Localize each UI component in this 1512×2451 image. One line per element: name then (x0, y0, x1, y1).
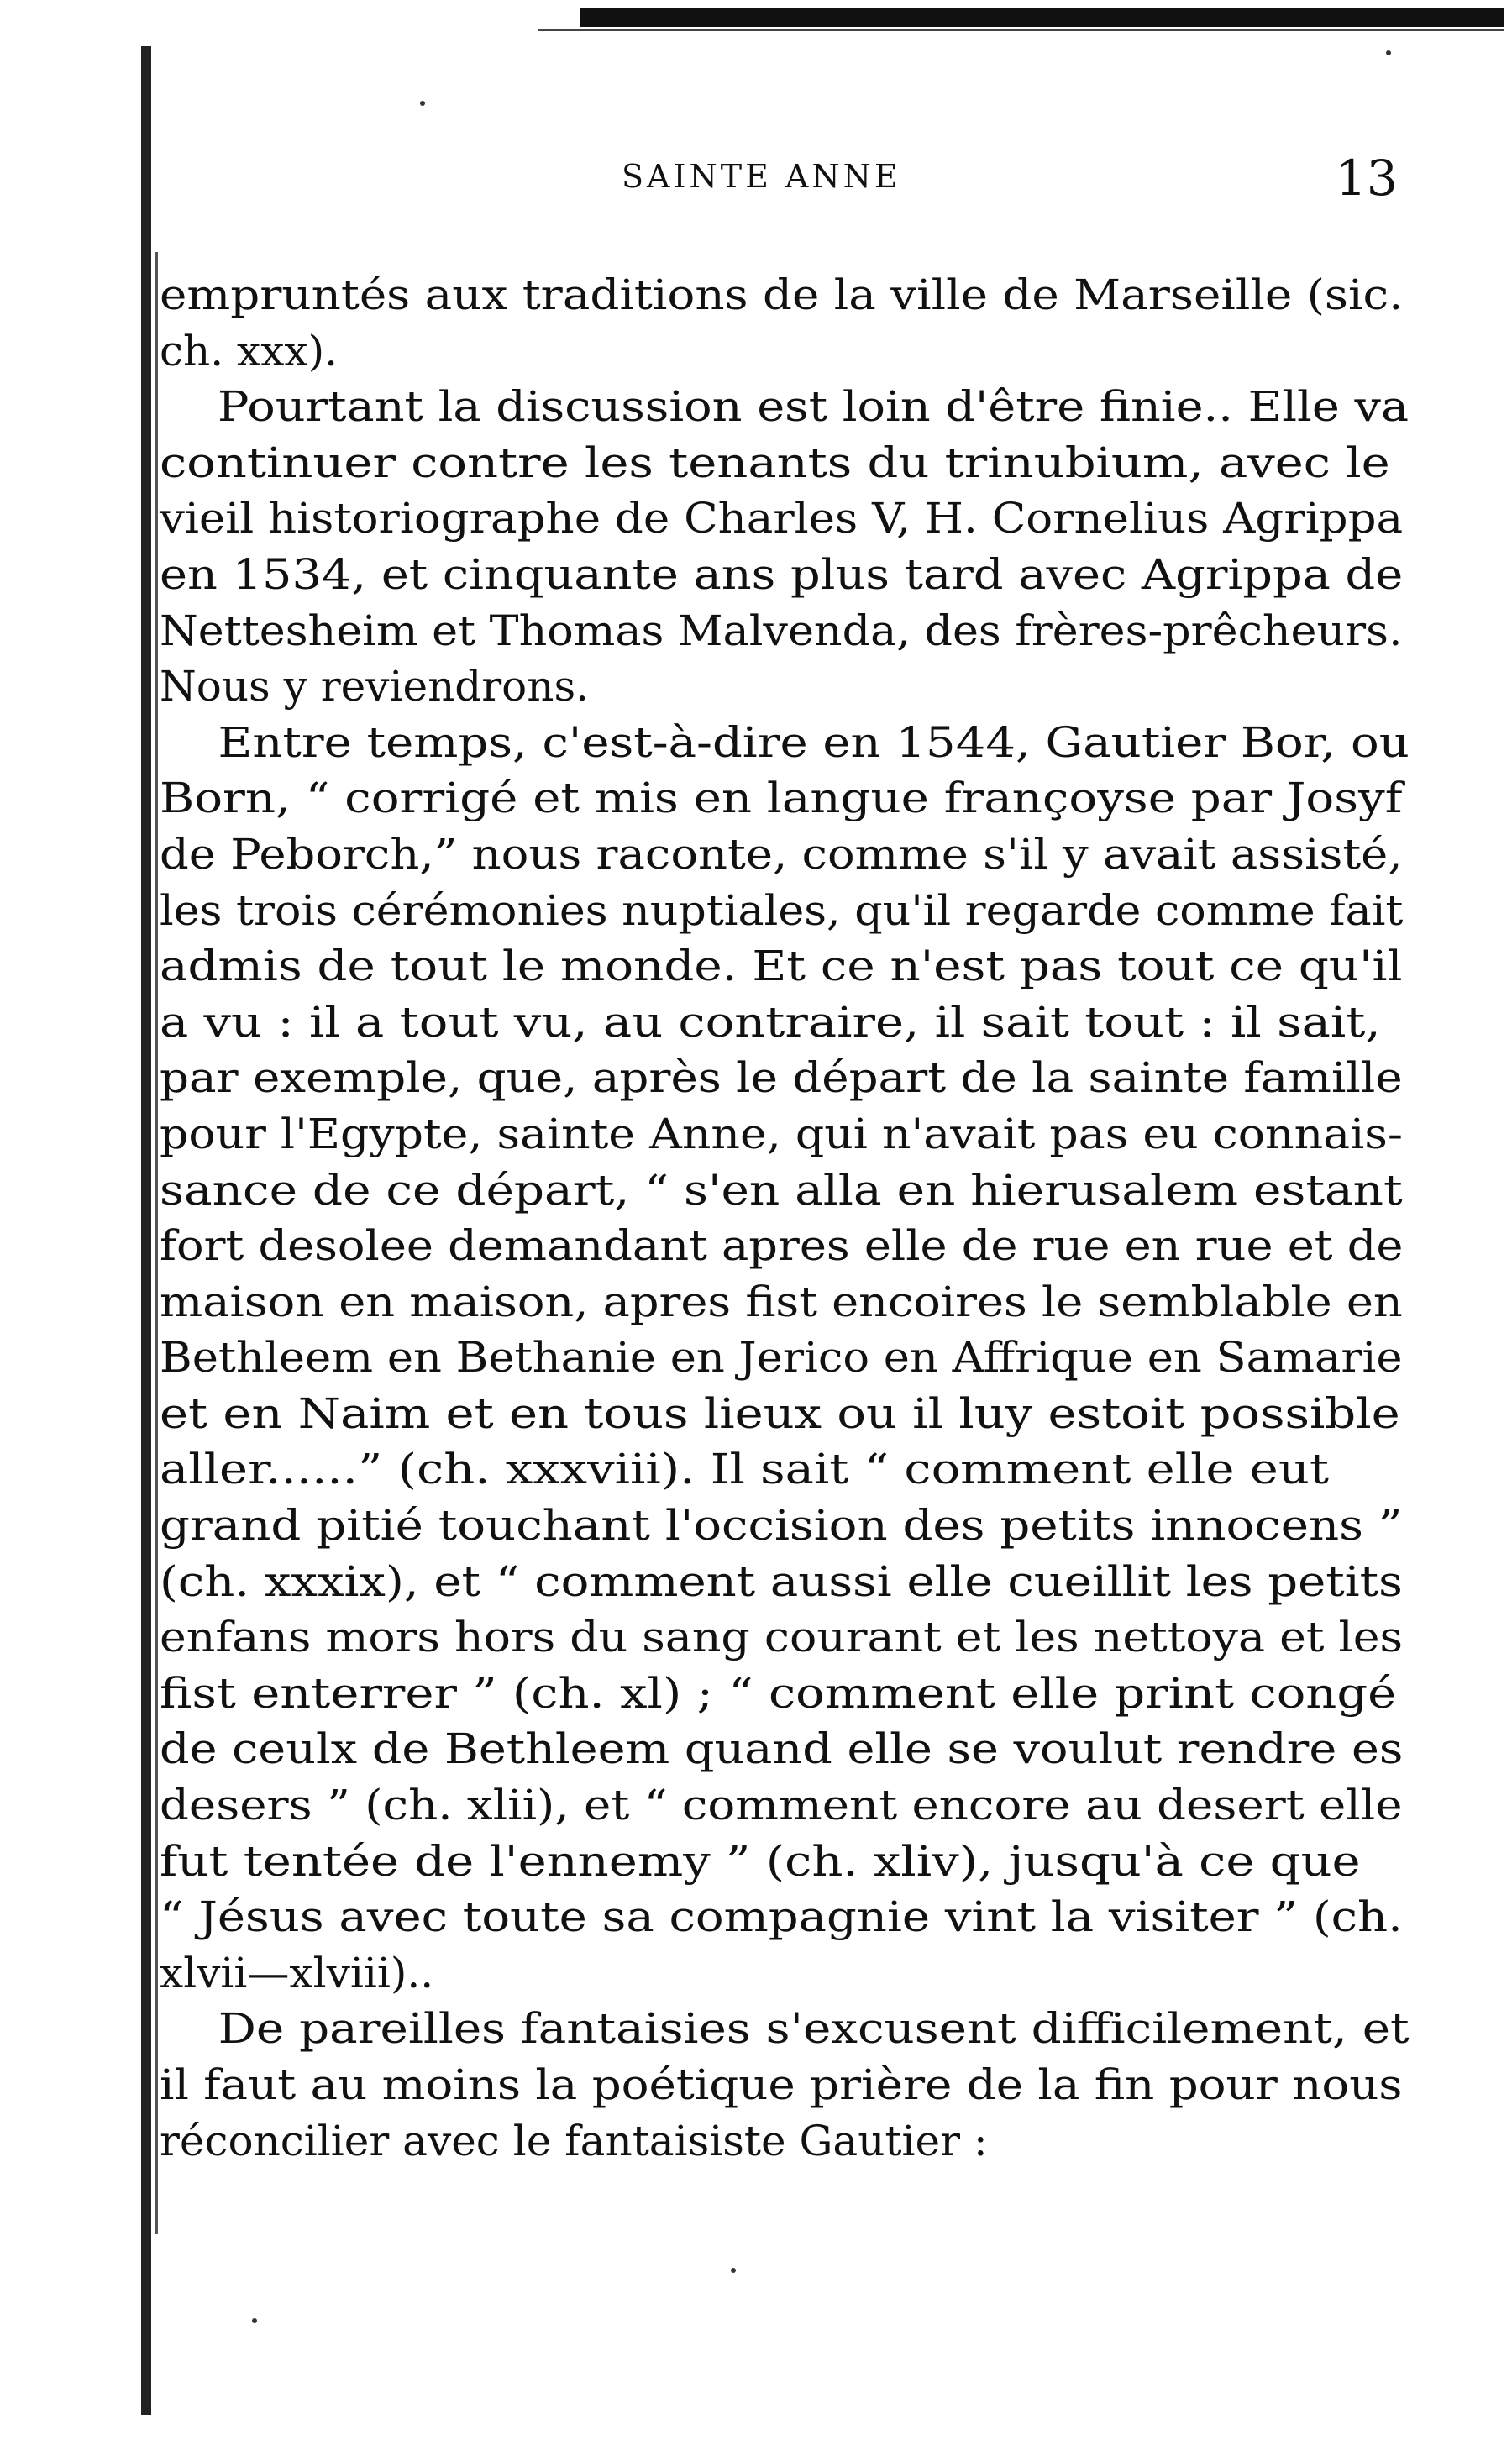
text-line: maison en maison, apres fist encoires le semblable en (160, 1277, 1403, 1326)
text-line: Pourtant la discussion est loin d'être finie.. Elle va (218, 382, 1410, 432)
speck (1386, 50, 1391, 55)
text-line: fist enterrer ” (ch. xl) ; “ comment elle print congé (160, 1668, 1397, 1718)
text-line: réconcilier avec le fantaisiste Gautier : (160, 2116, 988, 2165)
text-line: aller......” (ch. xxxviii). Il sait “ comment elle eut (160, 1445, 1329, 1494)
text-line: fort desolee demandant apres elle de rue en rue et de (160, 1221, 1404, 1271)
text-line: Born, “ corrigé et mis en langue françoyse par Josyf (160, 774, 1403, 823)
text-line: par exemple, que, après le départ de la sainte famille (160, 1053, 1403, 1103)
running-head: SAINTE ANNE (622, 158, 901, 195)
text-line: xlvii—xlviii).. (160, 1948, 434, 1997)
top-border-thin-rule (538, 29, 1504, 31)
text-line: vieil historiographe de Charles V, H. Cornelius Agrippa (160, 494, 1404, 543)
text-line: en 1534, et cinquante ans plus tard avec Agrippa de (160, 549, 1404, 599)
text-line: admis de tout le monde. Et ce n'est pas tout ce qu'il (160, 942, 1403, 991)
text-line: desers ” (ch. xlii), et “ comment encore au desert elle (160, 1781, 1403, 1830)
top-border-rule (580, 8, 1504, 27)
text-line: (ch. xxxix), et “ comment aussi elle cueillit les petits (160, 1556, 1403, 1606)
text-line: empruntés aux traditions de la ville de Marseille (sic. (160, 270, 1404, 319)
text-line: de Peborch,” nous raconte, comme s'il y avait assisté, (160, 829, 1403, 879)
text-line: pour l'Egypte, sainte Anne, qui n'avait pas eu connais- (160, 1109, 1404, 1158)
text-line: Bethleem en Bethanie en Jerico en Affrique en Samarie (160, 1333, 1403, 1383)
left-page-edge-inner (155, 252, 158, 2234)
text-line: Nous y reviendrons. (160, 662, 590, 711)
text-line: Entre temps, c'est-à-dire en 1544, Gautier Bor, ou (218, 717, 1410, 767)
text-line: les trois cérémonies nuptiales, qu'il regarde comme fait (160, 885, 1404, 935)
text-line: sance de ce départ, “ s'en alla en hierusalem estant (160, 1165, 1403, 1215)
text-line: il faut au moins la poétique prière de la fin pour nous (160, 2060, 1403, 2109)
text-line: De pareilles fantaisies s'excusent difficilement, et (218, 2004, 1410, 2054)
text-line: enfans mors hors du sang courant et les nettoya et les (160, 1613, 1404, 1662)
text-line: fut tentée de l'ennemy ” (ch. xliv), jusqu'à ce que (160, 1836, 1361, 1886)
speck (420, 101, 425, 106)
text-line: grand pitié touchant l'occision des petits innocens ” (160, 1501, 1403, 1551)
page-number: 13 (1336, 150, 1398, 207)
text-line: a vu : il a tout vu, au contraire, il sait tout : il sait, (160, 997, 1381, 1047)
text-line: de ceulx de Bethleem quand elle se voulut rendre es (160, 1724, 1404, 1774)
text-line: ch. xxx). (160, 326, 338, 375)
text-line: et en Naim et en tous lieux ou il luy estoit possible (160, 1388, 1400, 1438)
text-line: continuer contre les tenants du trinubium, avec le (160, 438, 1390, 487)
speck (731, 2268, 736, 2273)
body-text (160, 267, 1410, 2169)
left-page-edge (141, 46, 151, 2415)
text-line: Nettesheim et Thomas Malvenda, des frères-prêcheurs. (160, 606, 1403, 655)
speck (252, 2318, 257, 2323)
text-line: “ Jésus avec toute sa compagnie vint la visiter ” (ch. (160, 1892, 1403, 1942)
